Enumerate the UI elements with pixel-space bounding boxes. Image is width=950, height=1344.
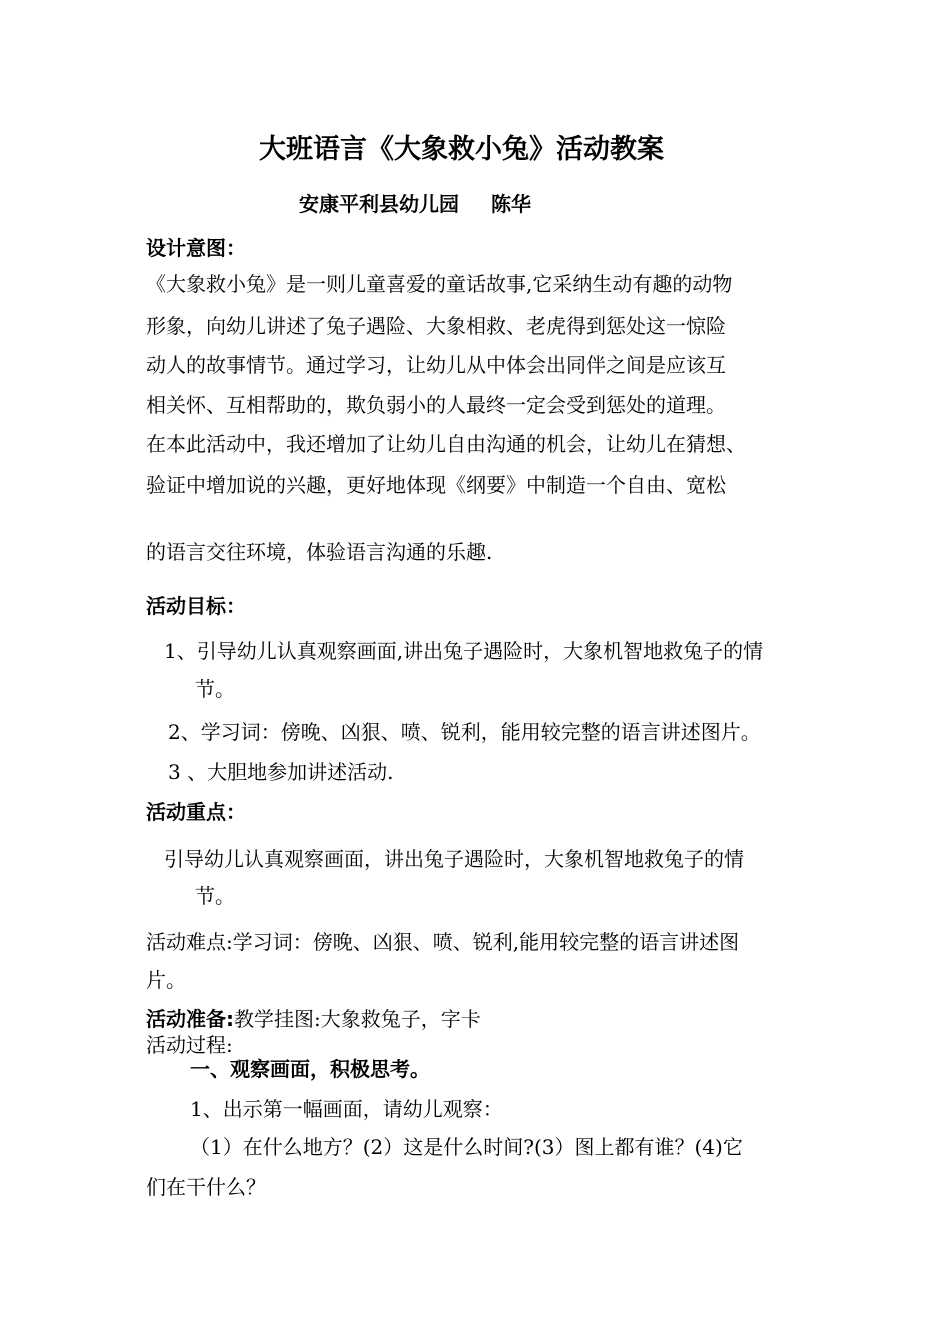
- key-point-line-2: 节。: [195, 884, 235, 908]
- author-name: 陈华: [491, 192, 531, 216]
- design-intent-line-5: 在本此活动中，我还增加了让幼儿自由沟通的机会，让幼儿在猜想、: [146, 432, 746, 456]
- author-school: 安康平利县幼儿园: [299, 192, 459, 216]
- goal-item-1-cont: 节。: [195, 677, 235, 701]
- preparation-label: 活动准备:: [146, 1007, 234, 1031]
- difficulty-line-2: 片。: [146, 968, 186, 992]
- goal-item-3: 3 、大胆地参加讲述活动.: [168, 760, 394, 784]
- process-question-line-2: 们在干什么？: [146, 1175, 266, 1199]
- preparation-text: 教学挂图:大象救兔子，字卡: [234, 1007, 481, 1031]
- design-intent-line-4: 相关怀、互相帮助的，欺负弱小的人最终一定会受到惩处的道理。: [146, 393, 726, 417]
- design-intent-line-3: 动人的故事情节。通过学习，让幼儿从中体会出同伴之间是应该互: [146, 353, 726, 377]
- design-intent-line-6: 验证中增加说的兴趣，更好地体现《纲要》中制造一个自由、宽松: [146, 473, 726, 497]
- process-question-line-1: （1）在什么地方？(2）这是什么时间?(3）图上都有谁？(4)它: [190, 1135, 743, 1159]
- goals-heading: 活动目标：: [146, 594, 246, 618]
- difficulty-line-1: 活动难点:学习词：傍晚、凶狠、喷、锐利,能用较完整的语言讲述图: [146, 930, 740, 954]
- key-point-line-1: 引导幼儿认真观察画面，讲出兔子遇险时，大象机智地救兔子的情: [164, 847, 744, 871]
- author-line: [299, 191, 531, 217]
- process-step1-heading: 一、观察画面，积极思考。: [190, 1057, 430, 1081]
- design-intent-heading: 设计意图：: [146, 236, 246, 260]
- design-intent-line-2: 形象，向幼儿讲述了兔子遇险、大象相救、老虎得到惩处这一惊险: [146, 314, 726, 338]
- design-intent-line-1: 《大象救小兔》是一则儿童喜爱的童话故事,它采纳生动有趣的动物: [146, 272, 733, 296]
- page-title: 大班语言《大象救小兔》活动教案: [259, 134, 664, 165]
- goal-item-2: 2、学习词：傍晚、凶狠、喷、锐利，能用较完整的语言讲述图片。: [168, 720, 761, 744]
- key-point-heading: 活动重点：: [146, 800, 246, 824]
- process-heading: 活动过程:: [146, 1033, 233, 1057]
- goal-item-1: 1、引导幼儿认真观察画面,讲出兔子遇险时，大象机智地救兔子的情: [164, 639, 764, 663]
- preparation-line: [146, 1006, 481, 1032]
- process-step1-item: 1、出示第一幅画面，请幼儿观察：: [190, 1097, 503, 1121]
- design-intent-line-7: 的语言交往环境，体验语言沟通的乐趣.: [146, 540, 493, 564]
